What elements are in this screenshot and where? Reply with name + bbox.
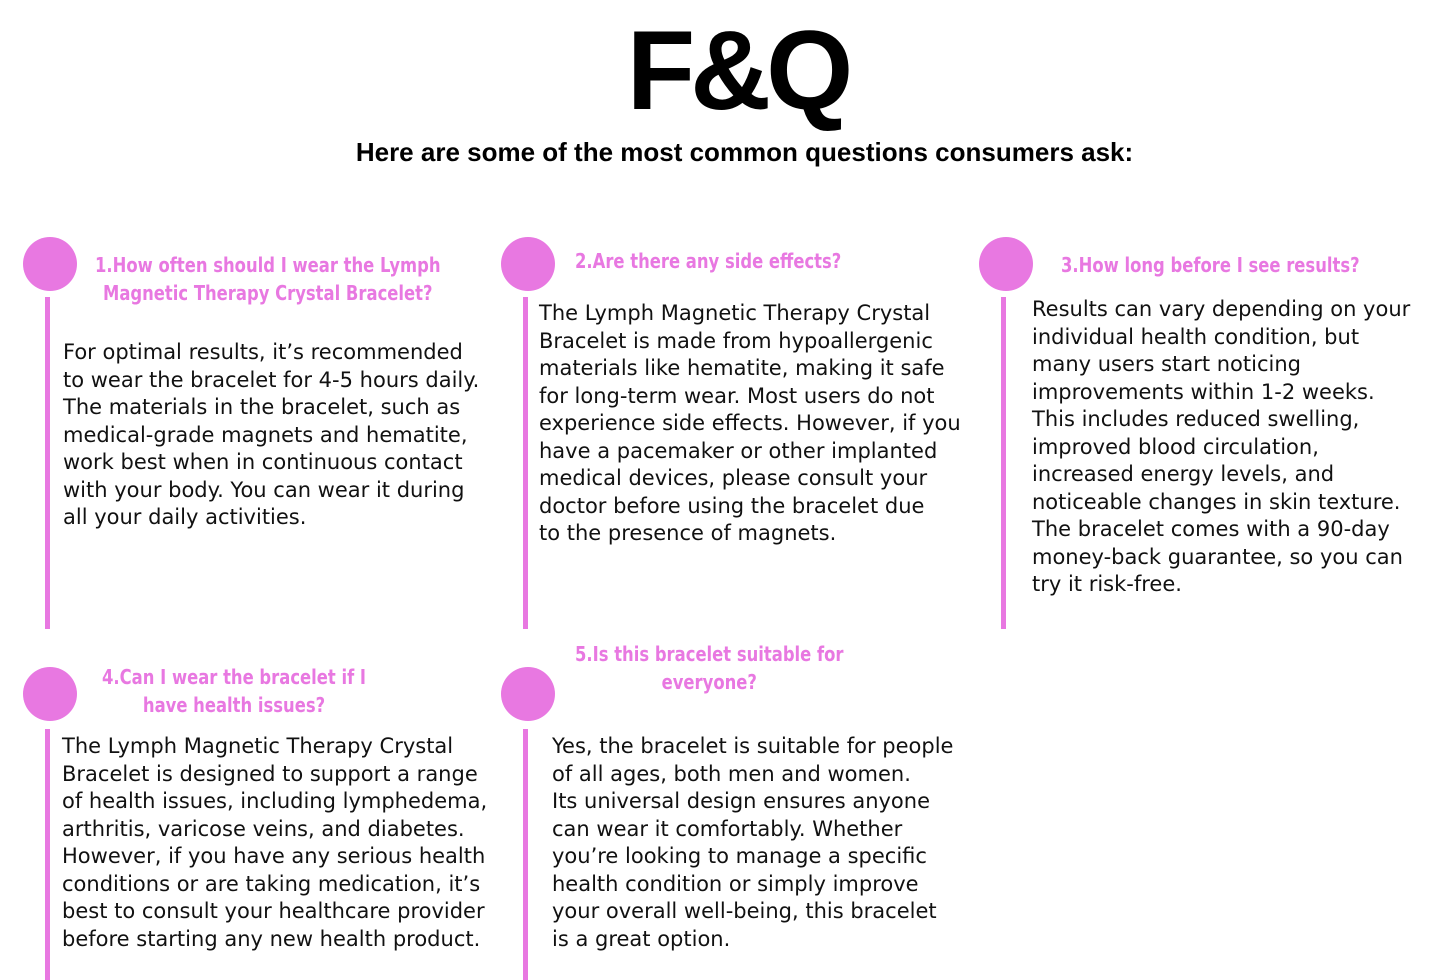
timeline-dot: [501, 667, 555, 721]
faq-answer: Yes, the bracelet is suitable for people of all ages, both men and women. Its universal design ensures anyone can wear it comfortably. Whether you’re looking to manage a specific health condition or simply improve your overall well-being, this bracelet is a great option.: [552, 734, 954, 951]
faq-question: 2.Are there any side effects?: [575, 249, 842, 273]
timeline-line: [45, 729, 50, 980]
faq-answer: The Lymph Magnetic Therapy Crystal Bracelet is made from hypoallergenic materials like hematite, making it safe for long-term wear. Most users do not experience side effects. However, if you have a pacemaker or other implanted medical devices, please consult your doctor before using the bracelet due to the presence of magnets.: [539, 301, 961, 545]
faq-answer: Results can vary depending on your individual health condition, but many users start noticing improvements within 1-2 weeks. This includes reduced swelling, improved blood circulation, increased energy levels, and noticeable changes in skin texture. The bracelet comes with a 90-day money-back guarantee, so you can try it risk-free.: [1032, 297, 1411, 596]
timeline-dot: [501, 237, 555, 291]
timeline-line: [1001, 297, 1006, 629]
timeline-line: [523, 729, 528, 980]
faq-answer: For optimal results, it’s recommended to wear the bracelet for 4-5 hours daily. The materials in the bracelet, such as medical-grade magnets and hematite, work best when in continuous contact with your body. You can wear it during all your daily activities.: [63, 340, 480, 529]
timeline-line: [523, 297, 528, 629]
timeline-dot: [979, 237, 1033, 291]
timeline-line: [45, 297, 50, 629]
faq-question: 4.Can I wear the bracelet if I have health issues?: [102, 665, 367, 717]
page-title: F&Q: [626, 8, 849, 133]
faq-question: 3.How long before I see results?: [1061, 253, 1360, 277]
faq-question: 5.Is this bracelet suitable for everyone?: [575, 642, 844, 694]
page-subtitle: Here are some of the most common questions consumers ask:: [355, 137, 1134, 167]
timeline-dot: [23, 667, 77, 721]
timeline-dot: [23, 237, 77, 291]
faq-answer: The Lymph Magnetic Therapy Crystal Bracelet is designed to support a range of health issues, including lymphedema, arthritis, varicose veins, and diabetes. However, if you have any serious health conditions or are taking medication, it’s best to consult your healthcare provider before starting any new health product.: [62, 734, 488, 951]
faq-question: 1.How often should I wear the Lymph Magnetic Therapy Crystal Bracelet?: [95, 253, 441, 305]
